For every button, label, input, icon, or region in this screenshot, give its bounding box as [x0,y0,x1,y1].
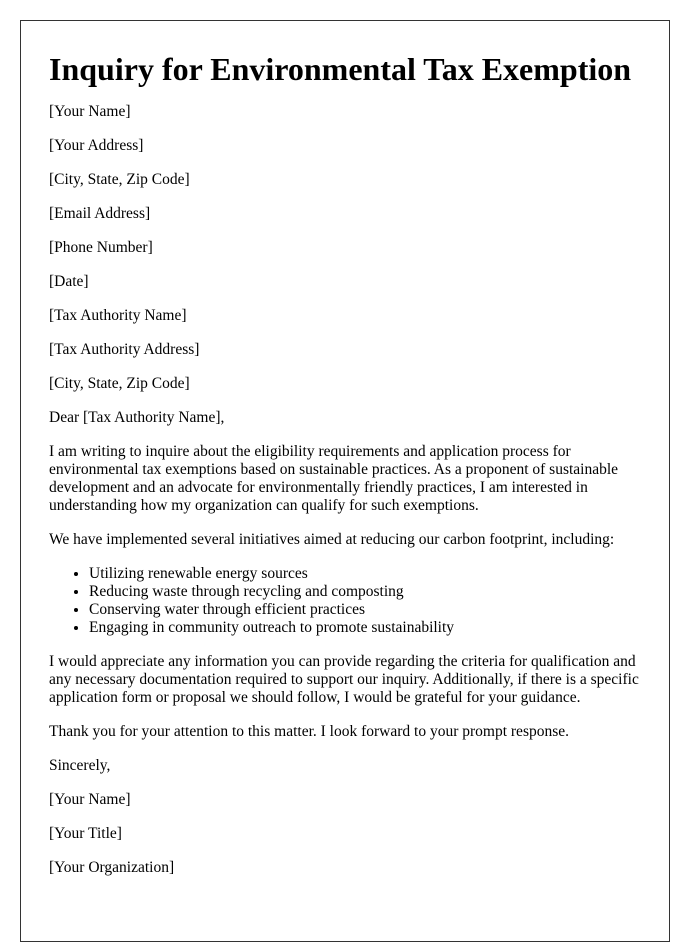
sender-city-state-zip: [City, State, Zip Code] [49,171,190,188]
initiatives-lead: We have implemented several initiatives aimed at reducing our carbon footprint, including: [49,531,615,548]
signature-title: [Your Title] [49,825,122,842]
initiatives-list [49,565,649,637]
signature-organization: [Your Organization] [49,859,175,876]
letter-title: Inquiry for Environmental Tax Exemption [49,51,632,87]
signature-name: [Your Name] [49,791,131,808]
recipient-name: [Tax Authority Name] [49,307,187,324]
list-item: • Conserving water through efficient practices [89,601,649,619]
sender-phone: [Phone Number] [49,239,153,256]
recipient-address: [Tax Authority Address] [49,341,200,358]
thanks-paragraph: Thank you for your attention to this matter. I look forward to your prompt response. [49,723,570,740]
list-item: • Utilizing renewable energy sources [89,565,649,583]
intro-paragraph: I am writing to inquire about the eligibility requirements and application process for environmental tax exemptions based on sustainable practices. As a proponent of sustainable development and an advocate for environmentally friendly practices, I am interested in understanding how my organization can qualify for such exemptions. [49,443,619,514]
salutation: Dear [Tax Authority Name], [49,409,225,426]
list-item: • Engaging in community outreach to promote sustainability [89,619,649,637]
recipient-city-state-zip: [City, State, Zip Code] [49,375,190,392]
valediction: Sincerely, [49,757,111,774]
list-item: • Reducing waste through recycling and composting [89,583,649,601]
letter-page [20,20,670,942]
sender-email: [Email Address] [49,205,151,222]
letter-date: [Date] [49,273,89,290]
sender-address: [Your Address] [49,137,144,154]
sender-name: [Your Name] [49,103,131,120]
request-paragraph: I would appreciate any information you can provide regarding the criteria for qualification and any necessary documentation required to support our inquiry. Additionally, if there is a specific application form or proposal we should follow, I would be grateful for your guidance. [49,653,639,706]
